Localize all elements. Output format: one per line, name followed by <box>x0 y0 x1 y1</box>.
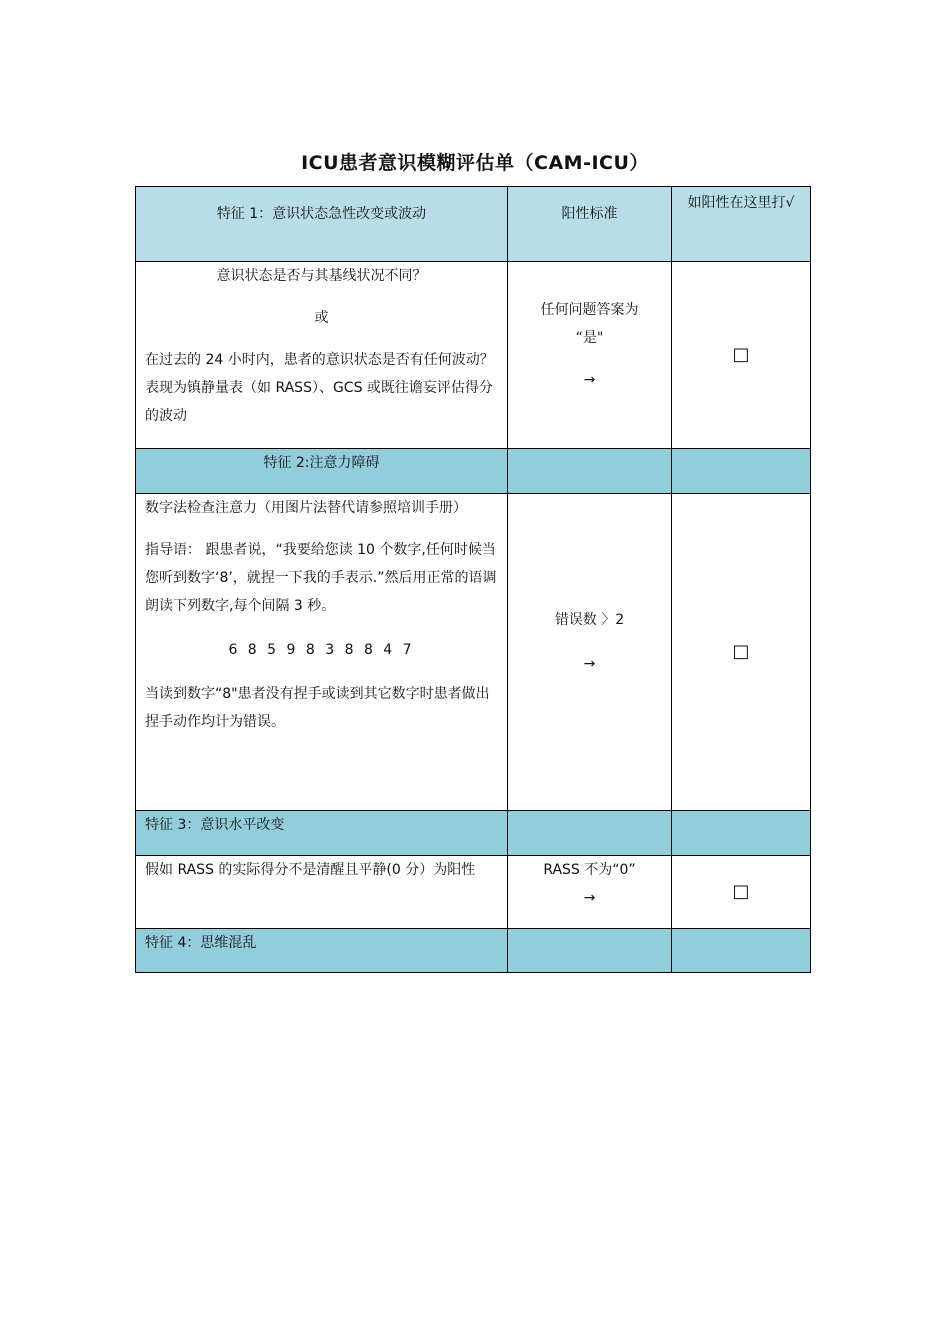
feature3-header-empty1 <box>508 811 672 856</box>
feature3-arrow-icon: → <box>583 890 596 906</box>
feature1-criteria <box>508 262 672 449</box>
feature1-checkbox[interactable]: □ <box>732 343 750 365</box>
feature3-checkbox-cell[interactable] <box>672 856 811 929</box>
feature1-criteria-line1: 任何问题答案为 <box>540 302 639 318</box>
feature4-header-row <box>136 929 811 973</box>
header-feature1: 特征 1：意识状态急性改变或波动 <box>136 187 508 262</box>
feature4-header-empty1 <box>508 929 672 973</box>
header-check-column: 如阳性在这里打√ <box>672 187 811 262</box>
feature1-criteria-line2: “是" <box>575 330 604 346</box>
feature1-row <box>136 262 811 449</box>
header-positive-criteria: 阳性标准 <box>508 187 672 262</box>
feature3-criteria-text: RASS 不为“0” <box>543 862 636 878</box>
feature1-question-fluctuation: 在过去的 24 小时内，患者的意识状态是否有任何波动？表现为镇静量表（如 RASS）、GCS 或既往谵妄评估得分的波动 <box>145 352 494 424</box>
feature2-row <box>136 494 811 811</box>
feature2-header-row <box>136 449 811 494</box>
feature3-criteria <box>508 856 672 929</box>
feature2-arrow-icon: → <box>583 656 596 672</box>
feature2-error-rule: 当读到数字“8"患者没有捏手或读到其它数字时患者做出捏手动作均计为错误。 <box>145 686 490 730</box>
feature1-checkbox-cell[interactable] <box>672 262 811 449</box>
feature2-criteria <box>508 494 672 811</box>
feature3-label: 特征 3：意识水平改变 <box>136 811 508 856</box>
feature2-criteria-text: 错误数 〉2 <box>554 612 625 628</box>
cam-icu-table <box>135 186 811 973</box>
feature1-questions <box>136 262 508 449</box>
feature2-checkbox[interactable]: □ <box>732 640 750 662</box>
feature1-arrow-icon: → <box>583 372 596 388</box>
feature3-rule: 假如 RASS 的实际得分不是清醒且平静(0 分）为阳性 <box>136 856 508 929</box>
feature3-header-row <box>136 811 811 856</box>
feature1-question-baseline: 意识状态是否与其基线状况不同？ <box>216 268 427 284</box>
feature2-checkbox-cell[interactable] <box>672 494 811 811</box>
feature1-or: 或 <box>314 310 329 326</box>
feature3-row <box>136 856 811 929</box>
feature2-header-empty2 <box>672 449 811 494</box>
feature4-header-empty2 <box>672 929 811 973</box>
feature2-header-empty1 <box>508 449 672 494</box>
header-row <box>136 187 811 262</box>
feature4-label: 特征 4：思维混乱 <box>136 929 508 973</box>
feature2-method: 数字法检查注意力（用图片法替代请参照培训手册） <box>145 500 467 516</box>
feature2-content <box>136 494 508 811</box>
feature2-instruction: 指导语： 跟患者说，“我要给您读 10 个数字,任何时候当您听到数字‘8’，就捏一下我的手表示.”然后用正常的语调朗读下列数字,每个间隔 3 秒。 <box>145 542 497 614</box>
feature2-digit-sequence: 6 8 5 9 8 3 8 8 4 7 <box>228 642 415 658</box>
feature3-checkbox[interactable]: □ <box>732 880 750 902</box>
feature3-header-empty2 <box>672 811 811 856</box>
feature2-label: 特征 2:注意力障碍 <box>136 449 508 494</box>
page-title: ICU患者意识模糊评估单（CAM-ICU） <box>301 152 649 174</box>
